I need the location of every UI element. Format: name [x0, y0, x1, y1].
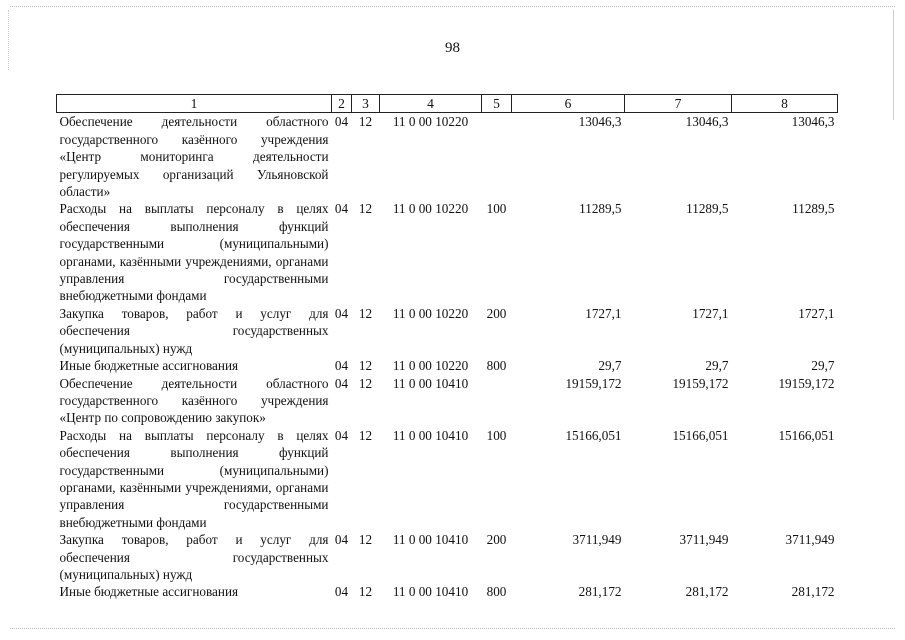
row-name: Обеспечение деятельности областного государственного казённого учреждения «Центр мониторинга деятельности регулируемых организаций Ульяновской области» — [59, 114, 329, 200]
table-header-row — [57, 95, 838, 113]
header-cell-7: 7 — [625, 95, 732, 113]
row-value-8: 19159,172 — [778, 375, 835, 391]
row-value-6: 19159,172 — [565, 375, 622, 391]
row-name: Иные бюджетные ассигнования — [59, 584, 239, 600]
row-value-7: 1727,1 — [692, 305, 729, 321]
row-value-8: 281,172 — [791, 584, 835, 600]
row-target-article: 11 0 00 10410 — [392, 532, 469, 548]
table-row — [57, 113, 838, 201]
header-cell-8: 8 — [732, 95, 838, 113]
row-value-7: 13046,3 — [685, 114, 729, 130]
row-expense-type — [482, 113, 512, 201]
row-value-8: 29,7 — [811, 358, 835, 374]
row-subsection: 12 — [358, 201, 373, 217]
row-subsection: 12 — [358, 358, 373, 374]
table-row — [57, 375, 838, 427]
header-cell-5: 5 — [482, 95, 512, 113]
table-row — [57, 531, 838, 583]
row-value-8: 1727,1 — [798, 305, 835, 321]
table-row — [57, 427, 838, 531]
scan-edge-top — [10, 6, 895, 8]
row-value-8: 3711,949 — [785, 532, 835, 548]
row-subsection: 12 — [358, 532, 373, 548]
row-section: 04 — [334, 427, 349, 443]
row-target-article: 11 0 00 10220 — [392, 201, 469, 217]
row-name: Обеспечение деятельности областного государственного казённого учреждения «Центр по сопровождению закупок» — [59, 375, 329, 426]
row-name: Расходы на выплаты персоналу в целях обеспечения выполнения функций государственными (муниципальными) органами, казёнными учреждениями, органами управления государственными внебюджетными фондами — [59, 427, 329, 530]
header-cell-6: 6 — [512, 95, 625, 113]
row-section: 04 — [334, 532, 349, 548]
row-target-article: 11 0 00 10410 — [392, 375, 469, 391]
row-subsection: 12 — [358, 427, 373, 443]
row-value-7: 29,7 — [705, 358, 729, 374]
row-subsection: 12 — [358, 305, 373, 321]
row-target-article: 11 0 00 10220 — [392, 114, 469, 130]
row-target-article: 11 0 00 10410 — [392, 427, 469, 443]
row-expense-type: 200 — [486, 532, 507, 548]
row-value-7: 11289,5 — [686, 201, 729, 217]
row-section: 04 — [334, 584, 349, 600]
page-number: 98 — [445, 40, 460, 56]
scan-edge-bottom — [10, 628, 895, 630]
row-target-article: 11 0 00 10220 — [392, 305, 469, 321]
table-row — [57, 583, 838, 600]
header-cell-3: 3 — [352, 95, 380, 113]
header-cell-1: 1 — [57, 95, 332, 113]
row-value-7: 281,172 — [685, 584, 729, 600]
row-expense-type: 100 — [486, 427, 507, 443]
row-section: 04 — [334, 375, 349, 391]
row-target-article: 11 0 00 10410 — [392, 584, 469, 600]
row-expense-type: 800 — [486, 358, 507, 374]
row-value-7: 19159,172 — [672, 375, 729, 391]
header-cell-4: 4 — [380, 95, 482, 113]
row-name: Иные бюджетные ассигнования — [59, 358, 239, 374]
row-expense-type: 800 — [486, 584, 507, 600]
row-value-8: 11289,5 — [792, 201, 835, 217]
row-value-6: 11289,5 — [579, 201, 622, 217]
row-value-7: 15166,051 — [672, 427, 729, 443]
scan-edge-right — [893, 10, 895, 120]
row-expense-type: 100 — [486, 201, 507, 217]
row-value-6: 29,7 — [598, 358, 622, 374]
header-cell-2: 2 — [332, 95, 352, 113]
row-section: 04 — [334, 114, 349, 130]
row-value-6: 13046,3 — [578, 114, 622, 130]
table-row — [57, 357, 838, 374]
row-section: 04 — [334, 358, 349, 374]
row-value-7: 3711,949 — [679, 532, 729, 548]
row-target-article: 11 0 00 10220 — [392, 358, 469, 374]
row-name: Закупка товаров, работ и услуг для обеспечения государственных (муниципальных) нужд — [59, 532, 329, 582]
row-value-8: 15166,051 — [778, 427, 835, 443]
row-subsection: 12 — [358, 584, 373, 600]
row-value-6: 1727,1 — [585, 305, 622, 321]
row-name: Закупка товаров, работ и услуг для обеспечения государственных (муниципальных) нужд — [59, 305, 329, 356]
row-value-6: 3711,949 — [572, 532, 622, 548]
row-name: Расходы на выплаты персоналу в целях обеспечения выполнения функций государственными (муниципальными) органами, казёнными учреждениями, органами управления государственными внебюджетными фондами — [59, 201, 329, 304]
row-expense-type: 200 — [486, 305, 507, 321]
row-section: 04 — [334, 305, 349, 321]
row-subsection: 12 — [358, 114, 373, 130]
row-subsection: 12 — [358, 375, 373, 391]
row-value-6: 281,172 — [578, 584, 622, 600]
row-value-6: 15166,051 — [565, 427, 622, 443]
table-row — [57, 305, 838, 357]
table-row — [57, 200, 838, 304]
row-section: 04 — [334, 201, 349, 217]
budget-table — [56, 94, 838, 601]
row-value-8: 13046,3 — [791, 114, 835, 130]
row-expense-type — [482, 375, 512, 427]
